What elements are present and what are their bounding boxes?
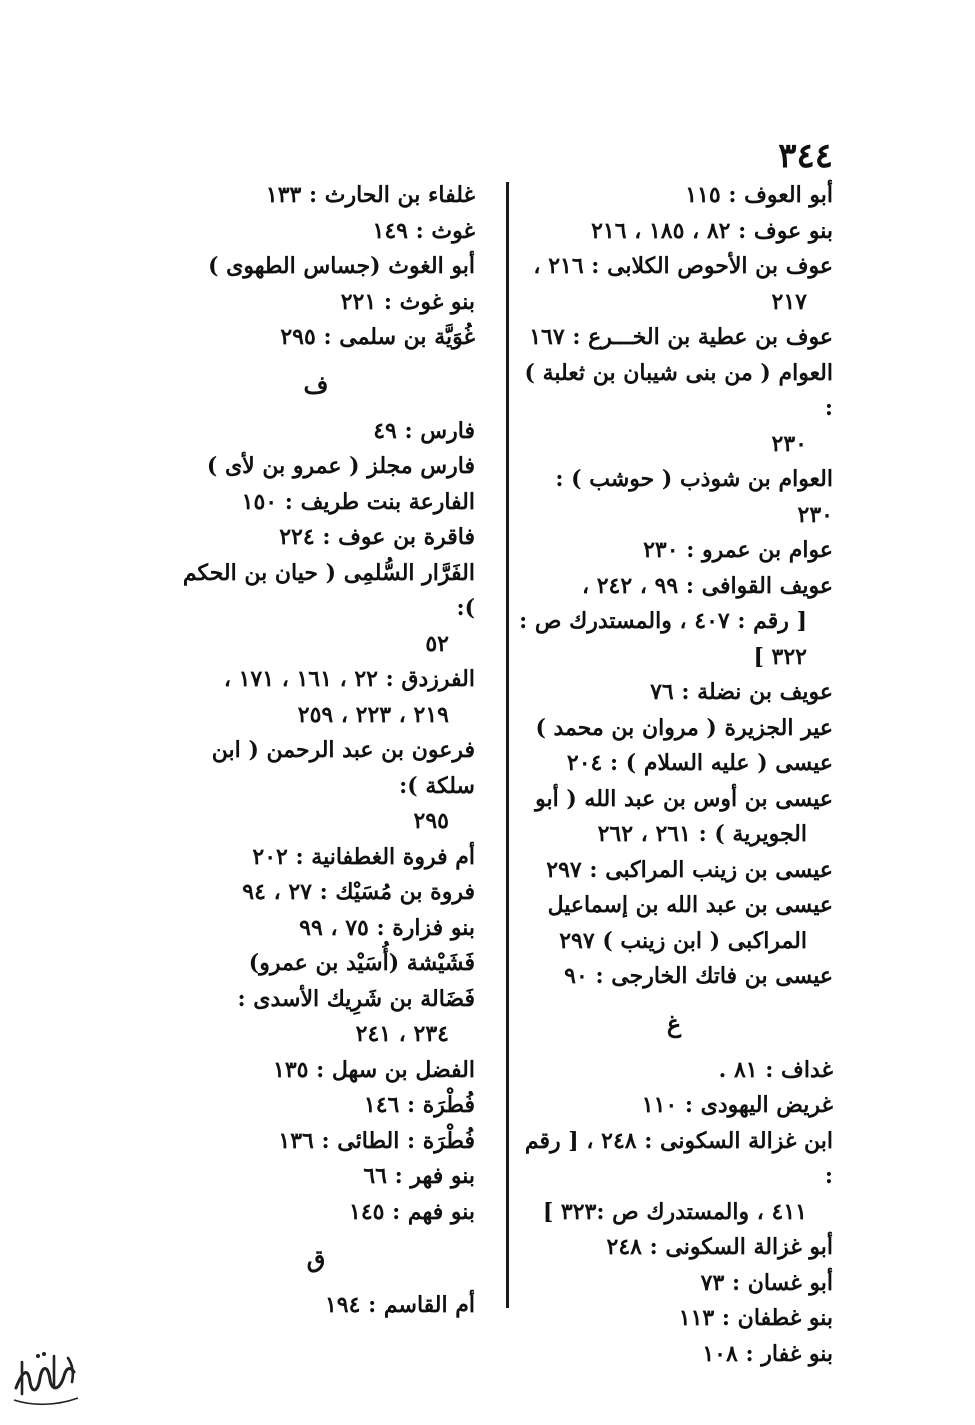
page-number: ٣٤٤: [778, 136, 833, 176]
index-entry: ابن غزالة السكونى : ٢٤٨ ، [ رقم : ٤١١ ، والمستدرك ص :٣٢٣ ]: [524, 1127, 833, 1225]
index-entry: عيسى ( عليه السلام ) : ٢٠٤: [566, 750, 833, 776]
index-entry: فروة بن مُسَيْك : ٢٧ ، ٩٤: [242, 879, 475, 905]
index-entry: عويف القوافى : ٩٩ ، ٢٤٢ ، [ رقم : ٤٠٧ ، والمستدرك ص : ٣٢٢ ]: [519, 572, 833, 670]
index-entry: أبو الغوث (جساس الطهوى ): [208, 253, 475, 279]
index-entry: عوف بن عطية بن الخـــرع : ١٦٧: [529, 324, 833, 350]
index-entry: غداف : ٨١ .: [718, 1056, 833, 1083]
index-entry: عيسى بن فاتك الخارجى : ٩٠: [564, 963, 833, 989]
index-entry: أبو غزالة السكونى : ٢٤٨: [606, 1234, 833, 1260]
index-entry: الفضل بن سهل : ١٣٥: [273, 1056, 475, 1083]
index-entry: أم القاسم : ١٩٤: [324, 1292, 475, 1318]
index-entry: أم فروة الغطفانية : ٢٠٢: [252, 843, 475, 870]
index-column-left: [157, 178, 475, 1324]
index-entry: الفَرَّار السُّلمِى ( حيان بن الحكم ): ٥٢: [182, 559, 475, 657]
column-divider: [506, 182, 509, 1308]
index-entry: عير الجزيرة ( مروان بن محمد ): [535, 714, 833, 741]
section-letter-qaf: ق: [306, 1244, 326, 1273]
index-entry: فاقرة بن عوف : ٢٢٤: [279, 524, 475, 550]
calligraphy-stamp-icon: [8, 1342, 82, 1412]
index-entry: فُطْرَة : الطائى : ١٣٦: [278, 1127, 475, 1154]
index-entry: بنو فهم : ١٤٥: [349, 1198, 475, 1225]
index-column-right: [515, 178, 833, 1372]
index-entry: فارس مجلز ( عمرو بن لأى ): [206, 453, 475, 479]
index-entry: أبو العوف : ١١٥: [685, 182, 833, 208]
index-entry: عيسى بن عبد الله بن إسماعيل المراكبى ( ابن زينب ) ٢٩٧: [547, 892, 833, 954]
index-entry: العوام ( من بنى شيبان بن ثعلبة ) : ٢٣٠: [524, 359, 833, 457]
index-entry: فَشَيْشة (أُسَيْد بن عمرو): [248, 950, 475, 976]
index-entry: بنو فهر : ٦٦: [363, 1163, 475, 1189]
index-entry: بنو غوث : ٢٢١: [340, 288, 475, 315]
index-entry: فُطْرَة : ١٤٦: [363, 1092, 475, 1118]
index-entry: العوام بن شوذب ( حوشب ) : ٢٣٠: [555, 466, 833, 528]
index-entry: عوام بن عمرو : ٢٣٠: [643, 537, 833, 563]
index-entry: غوث : ١٤٩: [372, 217, 475, 244]
index-entry: غريض اليهودى : ١١٠: [641, 1092, 833, 1118]
index-entry: الفرزدق : ٢٢ ، ١٦١ ، ١٧١ ، ٢١٩ ، ٢٢٣ ، ٢٥٩: [223, 666, 475, 728]
index-entry: عيسى بن أوس بن عبد الله ( أبو الجويرية ) : ٢٦١ ، ٢٦٢: [535, 785, 833, 847]
index-entry: بنو غفار : ١٠٨: [702, 1340, 833, 1367]
index-entry: فرعون بن عبد الرحمن ( ابن سلكة ): ٢٩٥: [211, 737, 475, 834]
index-entry: فَضَالة بن شَرِيك الأسدى : ٢٣٤ ، ٢٤١: [237, 985, 475, 1047]
section-letter-fa: ف: [303, 369, 329, 399]
index-entry: غُوَيَّة بن سلمى : ٢٩٥: [280, 324, 475, 350]
index-entry: أبو غسان : ٧٣: [700, 1269, 833, 1296]
index-entry: عويف بن نضلة : ٧٦: [650, 679, 833, 705]
section-letter-ghain: غ: [666, 1008, 682, 1038]
index-entry: فارس : ٤٩: [373, 417, 475, 444]
index-entry: بنو عوف : ٨٢ ، ١٨٥ ، ٢١٦: [591, 217, 833, 244]
index-entry: عوف بن الأحوص الكلابى : ٢١٦ ، ٢١٧: [533, 253, 833, 315]
index-entry: غلفاء بن الحارث : ١٣٣: [265, 182, 475, 208]
index-entry: بنو فزارة : ٧٥ ، ٩٩: [299, 914, 475, 941]
index-entry: الفارعة بنت طريف : ١٥٠: [241, 488, 475, 515]
index-entry: عيسى بن زينب المراكبى : ٢٩٧: [546, 856, 833, 883]
index-entry: بنو غطفان : ١١٣: [678, 1305, 833, 1331]
